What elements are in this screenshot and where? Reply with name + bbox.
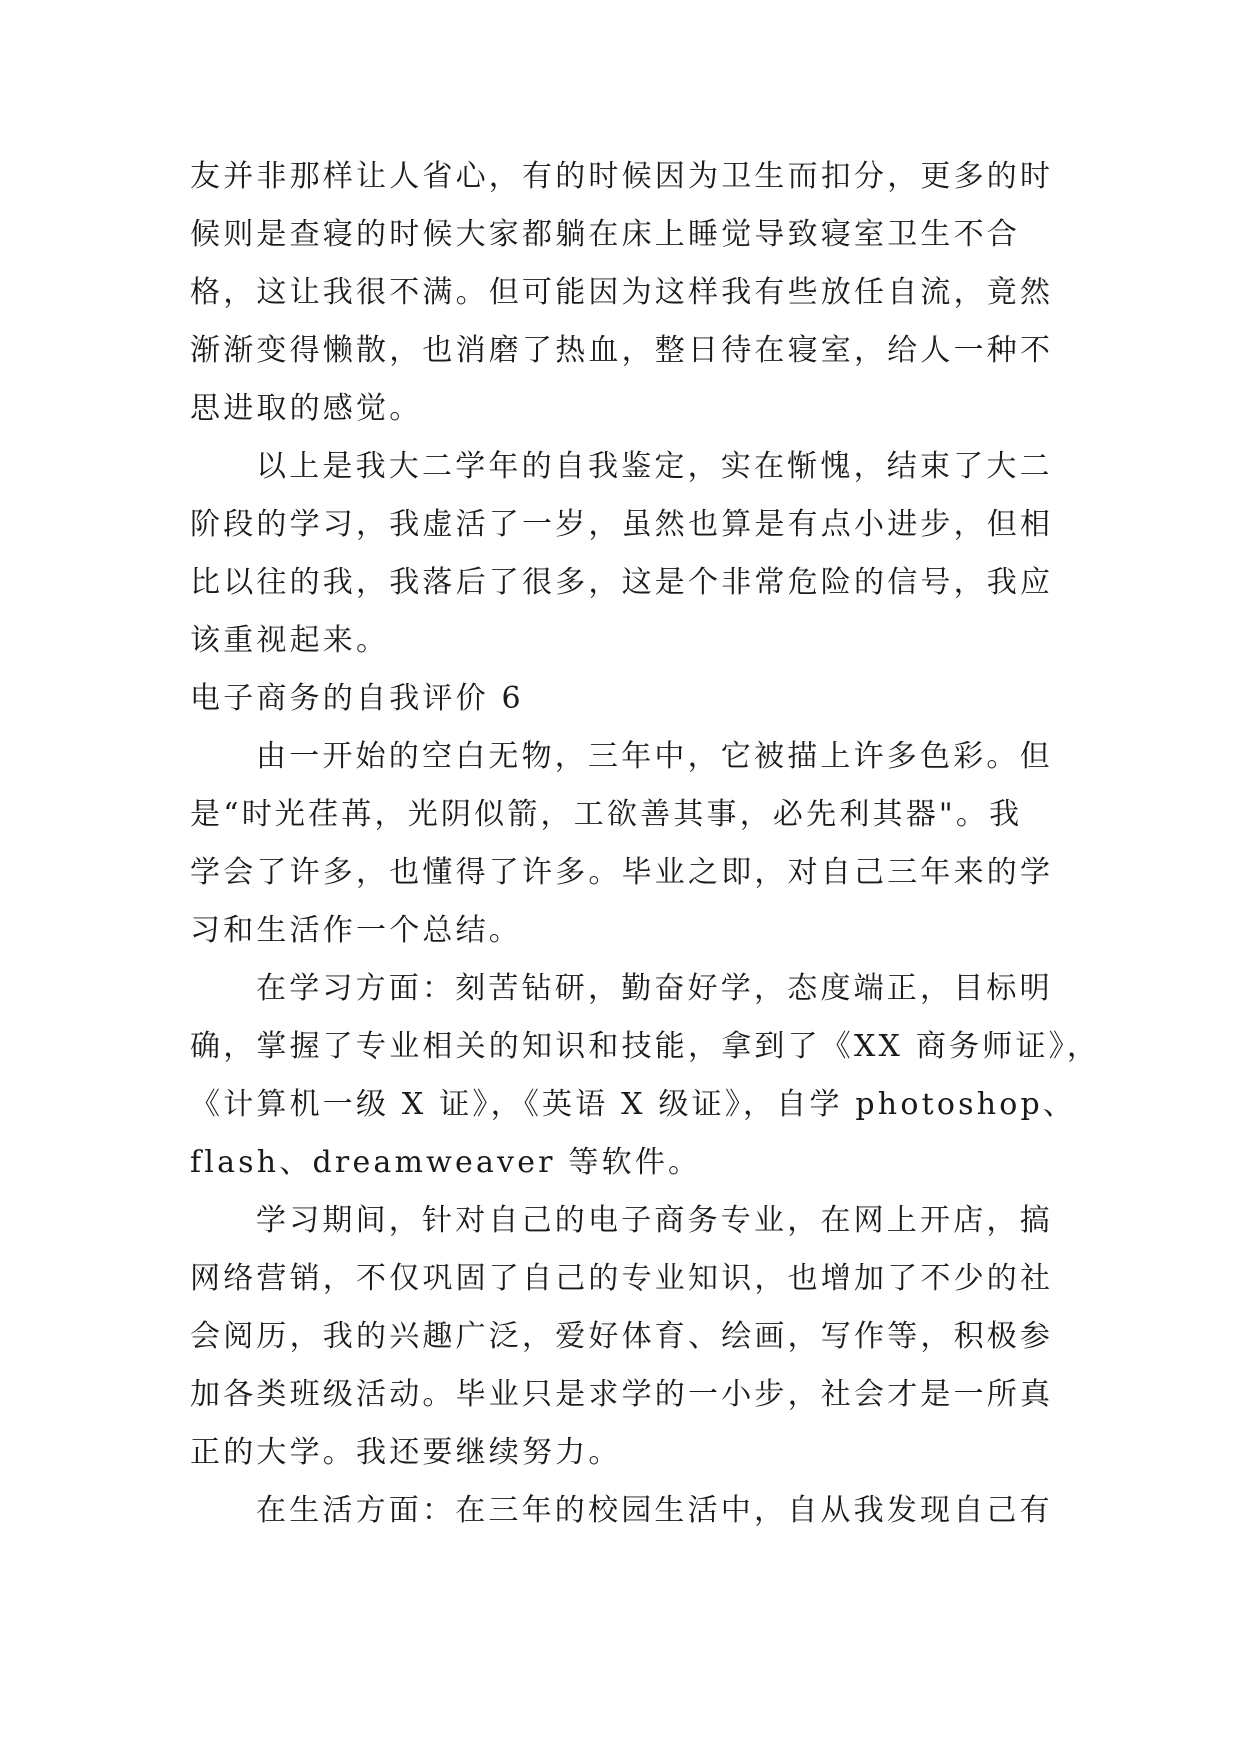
paragraph-intro [190,728,1090,960]
text-line: 正的大学。我还要继续努力。 [190,1435,622,1470]
document-page [190,148,1101,1540]
text-line: 学习期间，针对自己的电子商务专业，在网上开店，搞 [256,1203,1053,1238]
text-line: 网络营销，不仅巩固了自己的专业知识，也增加了不少的社 [190,1261,1054,1296]
text-line: 以上是我大二学年的自我鉴定，实在惭愧，结束了大二 [256,449,1053,484]
text-line: 思进取的感觉。 [190,391,423,426]
paragraph-continuation [190,148,1090,438]
text-line: 在学习方面：刻苦钻研，勤奋好学，态度端正，目标明 [256,971,1053,1006]
paragraph-life [190,1482,1090,1540]
text-line: 阶段的学习，我虚活了一岁，虽然也算是有点小进步，但相 [190,507,1054,542]
text-line: flash、dreamweaver 等软件。 [190,1145,702,1180]
paragraph-self-assessment [190,438,1090,670]
paragraph-study [190,960,1101,1192]
heading-line: 电子商务的自我评价 6 [190,681,524,716]
text-line: 习和生活作一个总结。 [190,913,522,948]
text-line: 会阅历，我的兴趣广泛，爱好体育、绘画，写作等，积极参 [190,1319,1054,1354]
text-line: 候则是查寝的时候大家都躺在床上睡觉导致寝室卫生不合 [190,217,1020,252]
section-heading [190,670,1090,728]
text-line: 格，这让我很不满。但可能因为这样我有些放任自流，竟然 [190,275,1054,310]
text-line: 友并非那样让人省心，有的时候因为卫生而扣分，更多的时 [190,159,1054,194]
text-line: 在生活方面：在三年的校园生活中，自从我发现自己有 [256,1493,1053,1528]
text-line: 比以往的我，我落后了很多，这是个非常危险的信号，我应 [190,565,1054,600]
paragraph-study-period [190,1192,1090,1482]
text-line: 《计算机一级 X 证》，《英语 X 级证》，自学 photoshop、 [190,1087,1077,1122]
text-line: 加各类班级活动。毕业只是求学的一小步，社会才是一所真 [190,1377,1054,1412]
text-line: 学会了许多，也懂得了许多。毕业之即，对自己三年来的学 [190,855,1054,890]
text-line: 确，掌握了专业相关的知识和技能，拿到了《XX 商务师证》， [190,1029,1101,1064]
text-line: 由一开始的空白无物，三年中，它被描上许多色彩。但 [256,739,1053,774]
text-line: 渐渐变得懒散，也消磨了热血，整日待在寝室，给人一种不 [190,333,1054,368]
text-line: 该重视起来。 [190,623,390,658]
text-line: 是“时光荏苒，光阴似箭，工欲善其事，必先利其器"。我 [190,797,1023,832]
